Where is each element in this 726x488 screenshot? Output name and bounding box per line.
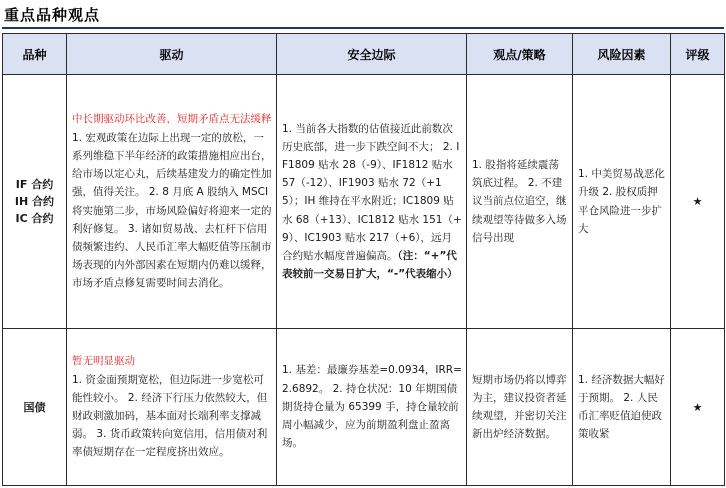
- star-icon: ★: [692, 400, 703, 414]
- strategy-text: 短期市场仍将以博弈为主，建议投资者延续观望，并密切关注新出炉经济数据。: [472, 373, 567, 441]
- margin-cell: [277, 75, 467, 329]
- header-rating: 评级: [671, 34, 725, 75]
- risk-cell: [573, 329, 671, 486]
- title-underline: [2, 27, 724, 29]
- strategy-cell: [467, 329, 573, 486]
- margin-body: 1. 基差：最廉券基差=0.0934，IRR=2.6892。 2. 持仓状况：10 年期国债期货持仓量为 65399 手，持仓量较前周小幅减少，应为前期盈利盘止盈离场。: [282, 364, 462, 450]
- rating-cell: [671, 75, 725, 329]
- header-drive: 驱动: [67, 34, 277, 75]
- margin-body: 1. 当前各大指数的估值接近此前数次历史底部，进一步下跌空间不大； 2. IF1809 贴水 28（-9）、IF1812 贴水 57（-12）、IF1903 贴水 72（+15）；IH 维持在平水附近；IC1809 贴水 68（+13）、IC1812 贴水 151（+9）、IC1903 贴水 217（+6），远月合约贴水幅度普遍偏高。: [282, 122, 462, 262]
- strategy-text: 1. 股指将延续震荡筑底过程。 2. 不建议当前点位追空，继续观望等待做多入场信号出现: [472, 158, 567, 244]
- drive-cell: [67, 329, 277, 486]
- header-product: 品种: [3, 34, 67, 75]
- table-row: [3, 329, 725, 486]
- drive-headline: 中长期驱动环比改善，短期矛盾点无法缓释: [72, 113, 272, 126]
- risk-cell: [573, 75, 671, 329]
- table-row: [3, 75, 725, 329]
- product-line: IF 合约: [15, 178, 54, 191]
- header-strategy: 观点/策略: [467, 34, 573, 75]
- product-line: IC 合约: [15, 212, 54, 225]
- star-icon: ★: [692, 195, 703, 208]
- product-line: IH 合约: [14, 195, 55, 208]
- margin-cell: [277, 329, 467, 486]
- page-title: 重点品种观点: [4, 6, 101, 24]
- rating-cell: [671, 329, 725, 486]
- drive-body: 1. 资金面预期宽松，但边际进一步宽松可能性较小。 2. 经济下行压力依然较大，但财政刺激加码，基本面对长端利率支撑减弱。 3. 货币政策转向宽信用，信用债对利率债短期存在一定程度挤出效应。: [72, 373, 268, 459]
- key-products-table: [2, 33, 725, 486]
- header-row: [3, 34, 725, 75]
- margin-note: （注：“+”代表较前一交易日扩大，“-”代表缩小）: [282, 250, 458, 281]
- drive-body: 1. 宏观政策在边际上出现一定的放松，一系列维稳下半年经济的政策措施相应出台，给市场以定心丸，后续基建发力的确定性加强，值得关注。 2. 8 月底 A 股纳入 MSCI 将实施第二步，市场风险偏好将迎来一定的利好修复。 3. 诸如贸易战、去杠杆下信用债频繁违约、人民币汇率大幅贬值等压制市场表现的内外部因素在短期内仍难以缓释，市场矛盾点修复需要时间去消化。: [72, 131, 272, 290]
- header-margin: 安全边际: [277, 34, 467, 75]
- strategy-cell: [467, 75, 573, 329]
- drive-cell: [67, 75, 277, 329]
- product-cell: [3, 75, 67, 329]
- drive-headline: 暂无明显驱动: [72, 355, 135, 368]
- risk-text: 1. 经济数据大幅好于预期。 2. 人民币汇率贬值迫使政策收紧: [578, 373, 665, 441]
- product-cell: [3, 329, 67, 486]
- header-risk: 风险因素: [573, 34, 671, 75]
- risk-text: 1. 中美贸易战恶化升级 2. 股权质押平仓风险进一步扩大: [578, 168, 665, 235]
- product-line: 国债: [23, 400, 46, 414]
